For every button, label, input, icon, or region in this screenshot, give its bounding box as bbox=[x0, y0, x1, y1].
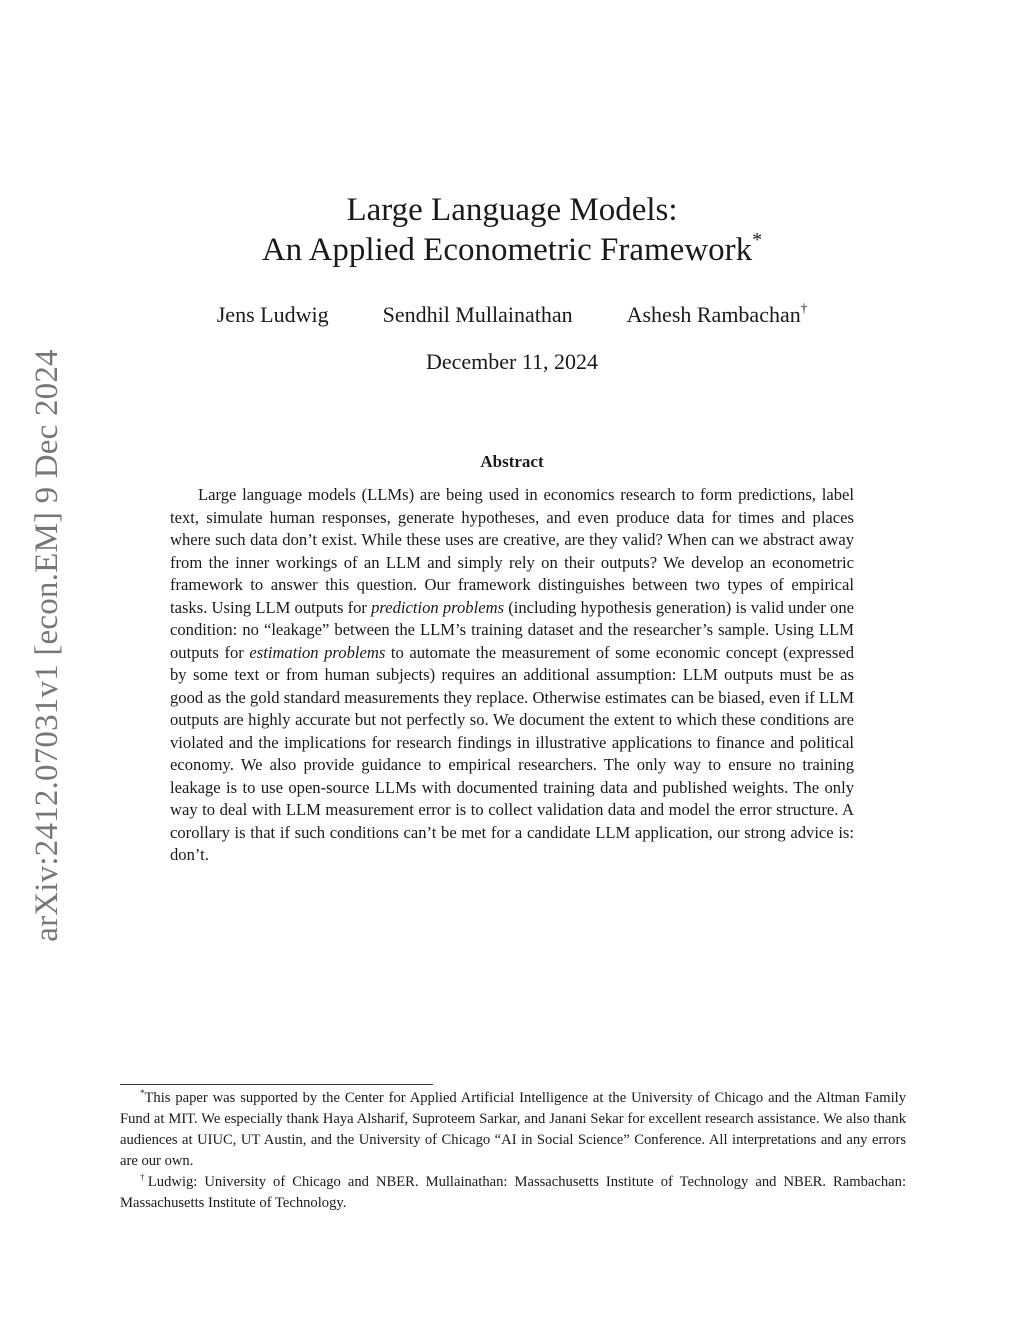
paper-title bbox=[0, 190, 1024, 270]
footnote-text: Ludwig: University of Chicago and NBER. Mullainathan: Massachusetts Institute of Technology and NBER. Rambachan: Massachusetts Institute of Technology. bbox=[120, 1174, 906, 1211]
title-line-2 bbox=[0, 230, 1024, 270]
author-footnote-mark: † bbox=[800, 300, 808, 315]
footnote bbox=[120, 1172, 906, 1214]
author-name: Sendhil Mullainathan bbox=[382, 302, 573, 327]
abstract-part-1: Large language models (LLMs) are being used in economics research to form predictions, label text, simulate human responses, generate hypotheses, and even produce data for times and places where such data don’t exist. While these uses are creative, are they valid? When can we abstract away from the inner workings of an LLM and simply rely on their outputs? We develop an econometric framework to answer this question. Our framework distinguishes between two types of empirical tasks. Using LLM outputs for bbox=[170, 485, 854, 617]
title-line-2-text: An Applied Econometric Framework bbox=[261, 232, 753, 268]
footnotes bbox=[120, 1088, 906, 1214]
author-name: Jens Ludwig bbox=[216, 302, 329, 327]
publication-date: December 11, 2024 bbox=[425, 349, 599, 374]
title-line-1: Large Language Models: bbox=[346, 192, 678, 228]
title-footnote-mark: * bbox=[752, 229, 763, 251]
author bbox=[627, 300, 808, 330]
abstract-heading: Abstract bbox=[480, 452, 544, 471]
arxiv-identifier-stamp bbox=[24, 340, 70, 950]
footnote-mark: * bbox=[140, 1088, 145, 1098]
abstract-part-3: to automate the measurement of some economic concept (expressed by some text or from human subjects) requires an additional assumption: LLM outputs must be as good as the gold standard measurements they replace. Otherwise estimates can be biased, even if LLM outputs are highly accurate but not perfectly so. We document the extent to which these conditions are violated and the implications for research findings in illustrative applications to finance and political economy. We also provide guidance to empirical researchers. The only way to ensure no training leakage is to use open-source LLMs with documented training data and published weights. The only way to deal with LLM measurement error is to collect validation data and model the error structure. A corollary is that if such conditions can’t be met for a candidate LLM application, our strong advice is: don’t. bbox=[170, 642, 855, 864]
footnote-text: This paper was supported by the Center for Applied Artificial Intelligence at the University of Chicago and the Altman Family Fund at MIT. We especially thank Haya Alsharif, Suproteem Sarkar, and Janani Sekar for excellent research assistance. We also thank audiences at UIUC, UT Austin, and the University of Chicago “AI in Social Science” Conference. All interpretations and any errors are our own. bbox=[120, 1090, 906, 1169]
footnote bbox=[120, 1088, 906, 1172]
abstract-text bbox=[170, 484, 854, 867]
abstract-emphasis-prediction: prediction problems bbox=[371, 597, 505, 617]
author-list bbox=[0, 300, 1024, 330]
arxiv-identifier: arXiv:2412.07031v1 [econ.EM] 9 Dec 2024 bbox=[28, 348, 65, 942]
author bbox=[383, 300, 573, 330]
author-name: Ashesh Rambachan bbox=[626, 302, 801, 327]
footnote-mark: † bbox=[140, 1172, 148, 1182]
footnote-divider bbox=[120, 1084, 433, 1085]
abstract-emphasis-estimation: estimation problems bbox=[249, 642, 386, 662]
author bbox=[217, 300, 329, 330]
abstract-part-2: (including hypothesis generation) is valid under one condition: no “leakage” between the LLM’s training dataset and the researcher’s sample. Using LLM outputs for bbox=[170, 597, 854, 662]
